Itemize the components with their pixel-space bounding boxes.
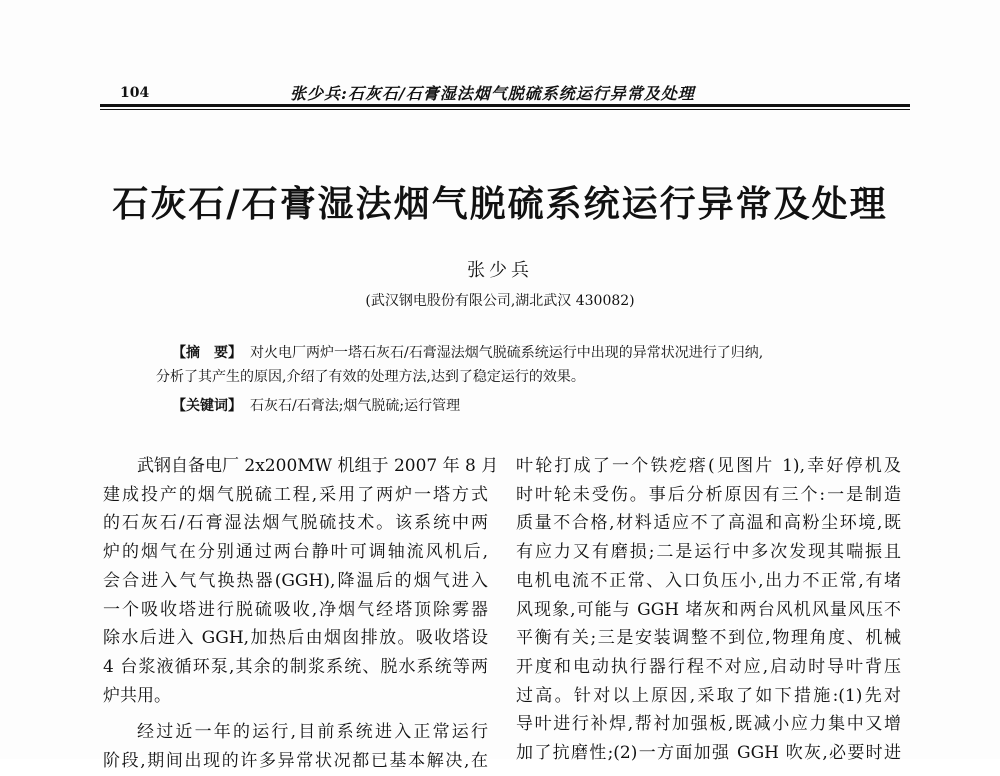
body-line: 过高。针对以上原因,采取了如下措施:(1)先对	[516, 685, 901, 706]
body-line: 除水后进入 GGH,加热后由烟囱排放。吸收塔设	[103, 628, 488, 649]
body-line: 炉的烟气在分别通过两台静叶可调轴流风机后,	[103, 542, 488, 563]
body-line: 叶轮打成了一个铁疙瘩(见图片 1),幸好停机及	[516, 456, 901, 476]
body-line: 建成投产的烟气脱硫工程,采用了两炉一塔方式	[103, 484, 488, 505]
abstract-text-1: 对火电厂两炉一塔石灰石/石膏湿法烟气脱硫系统运行中出现的异常状况进行了归纳,	[250, 345, 764, 361]
body-line: 开度和电动执行器行程不对应,启动时导叶背压	[516, 656, 901, 677]
body-line: 4 台浆液循环泵,其余的制浆系统、脱水系统等两	[103, 656, 488, 677]
body-line: 阶段,期间出现的许多异常状况都已基本解决,在	[103, 751, 488, 772]
body-line: 电机电流不正常、入口负压小,出力不正常,有堵	[516, 570, 901, 591]
body-line: 风现象,可能与 GGH 堵灰和两台风机风量风压不	[516, 599, 901, 620]
running-title: 张少兵:石灰石/石膏湿法烟气脱硫系统运行异常及处理	[290, 84, 695, 103]
body-line: 时叶轮未受伤。事后分析原因有三个:一是制造	[516, 484, 901, 505]
article-author: 张少兵	[467, 260, 533, 281]
article-affiliation: (武汉钢电股份有限公司,湖北武汉 430082)	[365, 293, 635, 309]
header-rule-thin	[100, 109, 910, 110]
keywords-text: 石灰石/石膏法;烟气脱硫;运行管理	[250, 398, 461, 414]
body-line: 经过近一年的运行,目前系统进入正常运行	[137, 722, 488, 743]
abstract-label: 【摘 要】	[172, 345, 242, 361]
page-number: 104	[120, 85, 150, 101]
body-line: 导叶进行补焊,帮衬加强板,既减小应力集中又增	[516, 714, 901, 735]
body-line: 会合进入气气换热器(GGH),降温后的烟气进入	[103, 570, 488, 591]
body-line: 炉共用。	[103, 685, 171, 706]
body-line: 加了抗磨性;(2)一方面加强 GGH 吹灰,必要时进	[516, 743, 901, 764]
body-column-left	[103, 452, 499, 776]
body-line: 武钢自备电厂 2x200MW 机组于 2007 年 8 月	[137, 456, 499, 476]
abstract-line-2	[156, 367, 876, 387]
keywords-label: 【关键词】	[172, 398, 242, 414]
body-column-right	[516, 452, 901, 768]
body-line: 一个吸收塔进行脱硫吸收,净烟气经塔顶除雾器	[103, 599, 488, 620]
keywords-line	[172, 396, 892, 416]
article-title: 石灰石/石膏湿法烟气脱硫系统运行异常及处理	[112, 183, 888, 225]
body-line: 平衡有关;三是安装调整不到位,物理角度、机械	[516, 628, 901, 649]
abstract-text-2: 分析了其产生的原因,介绍了有效的处理方法,达到了稳定运行的效果。	[156, 369, 585, 385]
body-line: 的石灰石/石膏湿法烟气脱硫技术。该系统中两	[103, 513, 488, 534]
body-line: 质量不合格,材料适应不了高温和高粉尘环境,既	[516, 513, 901, 534]
abstract-line-1	[172, 343, 892, 363]
header-rule-thick	[100, 104, 910, 107]
body-line: 有应力又有磨损;二是运行中多次发现其喘振且	[516, 542, 901, 563]
running-header	[100, 78, 910, 106]
